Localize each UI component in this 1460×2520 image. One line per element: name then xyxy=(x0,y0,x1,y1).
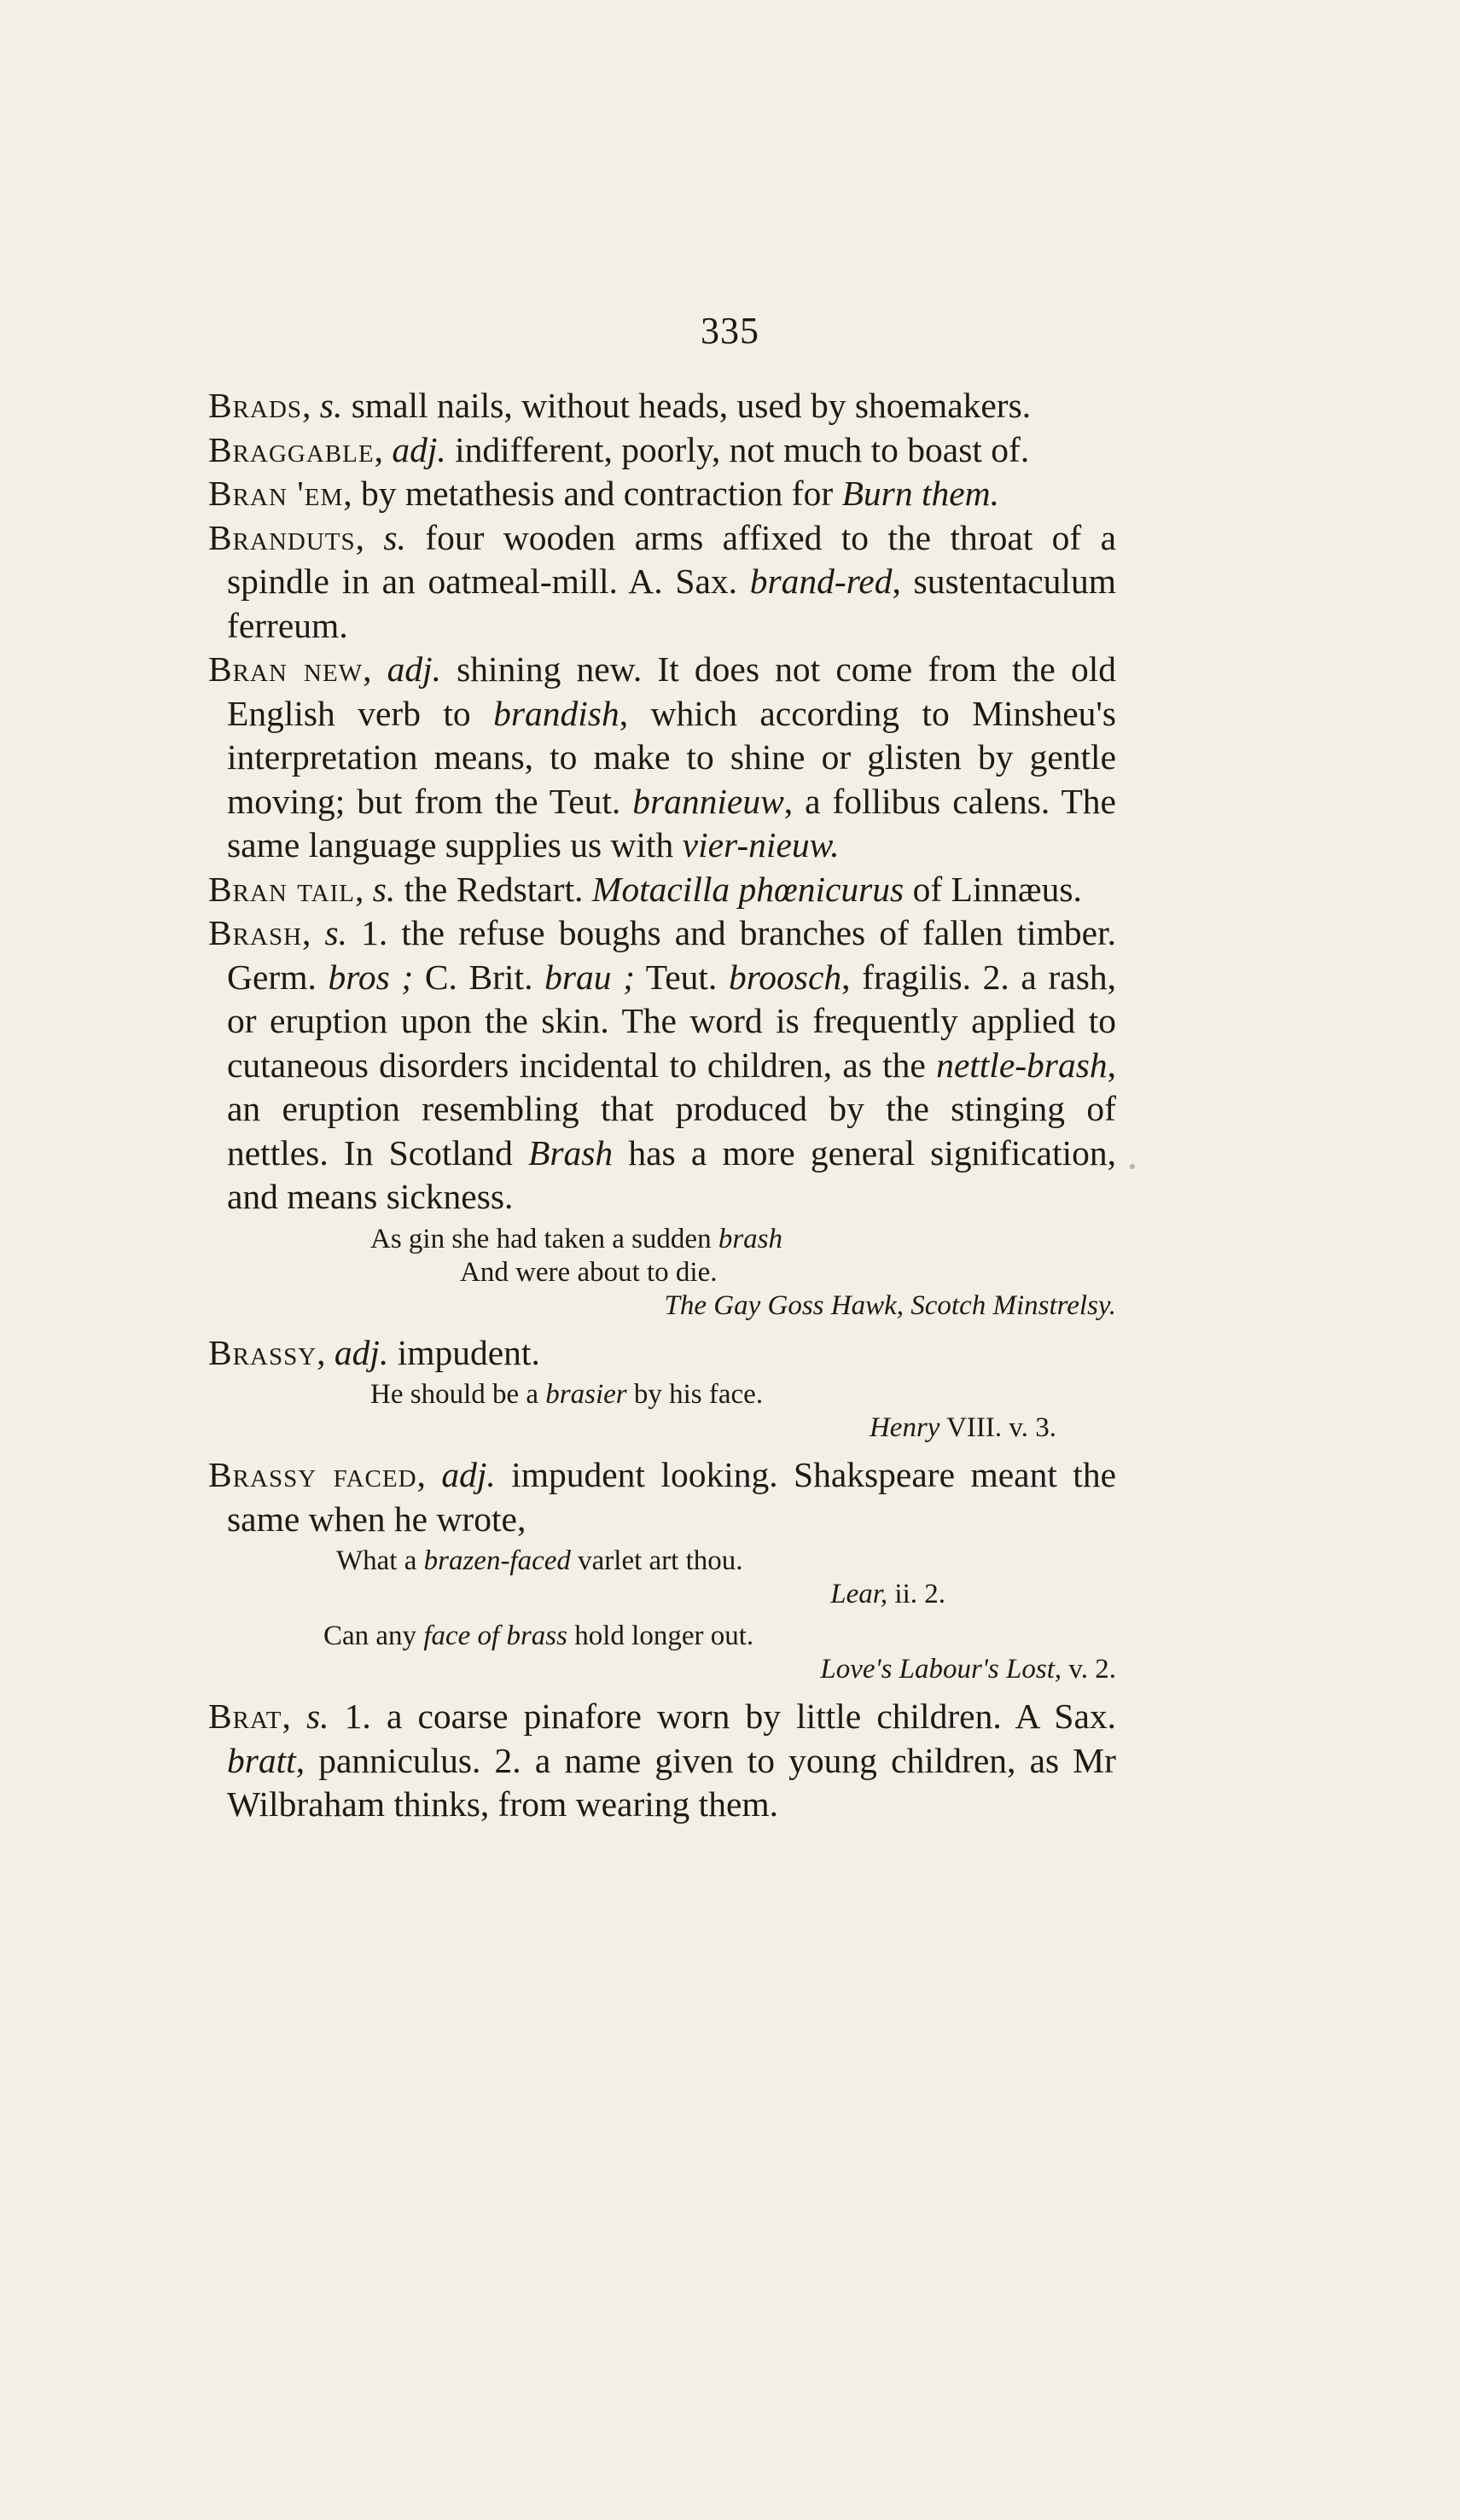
italic-text: brannieuw xyxy=(632,781,784,821)
italic-text: vier-nieuw. xyxy=(682,825,840,864)
body-text xyxy=(470,1621,477,1651)
quotation-source xyxy=(336,1578,1116,1611)
italic-text: adj. xyxy=(334,1332,389,1372)
body-text: Teut. xyxy=(634,957,729,997)
quotation-line xyxy=(336,1545,1116,1578)
dictionary-entry xyxy=(208,516,1116,649)
body-text: , an eruption resembling that produced by the stinging of nettles. In Scotland xyxy=(227,1045,1116,1173)
body-text: has a more general signification, and means sickness. xyxy=(227,1132,1116,1216)
italic-text: broosch xyxy=(728,957,842,997)
body-text: , fragilis. 2. a rash, or eruption upon the skin. The word is frequently applied to cutaneous disorders incidental to children, as the xyxy=(227,957,1116,1085)
body-text: As gin she had taken a sudden xyxy=(370,1223,718,1254)
italic-text: brau ; xyxy=(544,957,635,997)
body-text: impudent looking. Shakspeare meant the same when he wrote, xyxy=(227,1455,1116,1539)
italic-text: nettle-brash xyxy=(936,1045,1108,1085)
dictionary-entry xyxy=(208,911,1116,1219)
body-text: , sustentaculum ferreum. xyxy=(227,562,1116,645)
body-text: He should be a xyxy=(370,1379,546,1410)
quotation xyxy=(208,1545,1116,1611)
entry-headword: Brassy faced xyxy=(208,1455,417,1494)
body-text: What a xyxy=(336,1545,424,1576)
italic-text: Burn them. xyxy=(841,474,999,513)
dictionary-entry xyxy=(208,472,1116,516)
italic-text: brazen-faced xyxy=(423,1545,571,1576)
italic-text: s. xyxy=(319,386,343,425)
body-text: And were about to die. xyxy=(460,1256,718,1288)
body-text: VIII. v. 3. xyxy=(939,1412,1056,1443)
quotation xyxy=(208,1378,1116,1445)
body-text: indifferent, poorly, not much to boast of. xyxy=(445,429,1030,469)
entry-headword: Bran tail xyxy=(208,869,355,909)
quotation-source xyxy=(370,1411,1116,1445)
quotation-line xyxy=(370,1256,1116,1289)
body-text: , xyxy=(416,1455,442,1494)
body-text: four wooden arms affixed to the throat of a spindle in an oatmeal-mill. A. Sax. xyxy=(227,517,1116,601)
italic-text: s. xyxy=(372,869,396,909)
body-text: , xyxy=(302,386,320,425)
quotation-source xyxy=(323,1653,1116,1686)
body-text: hold longer out. xyxy=(567,1621,754,1651)
italic-text: bros ; xyxy=(328,957,414,997)
body-text: , xyxy=(317,1332,334,1372)
italic-text: Motacilla phœnicurus xyxy=(591,869,905,909)
italic-text: Brash xyxy=(528,1132,614,1173)
body-text: , xyxy=(355,869,373,909)
body-text: 1. a coarse pinafore worn by little children. A Sax. xyxy=(329,1696,1116,1736)
body-text: v. 2. xyxy=(1062,1654,1116,1685)
italic-text: Love's Labour's Lost, xyxy=(820,1654,1062,1685)
italic-text: brasier xyxy=(545,1379,627,1410)
body-text: , panniculus. 2. a name given to young children, as Mr Wilbraham thinks, from wearing them. xyxy=(227,1740,1116,1824)
italic-text: face xyxy=(423,1621,471,1651)
italic-text: Henry xyxy=(869,1412,940,1443)
quotation-source xyxy=(370,1289,1116,1323)
body-text: ii. 2. xyxy=(887,1579,945,1609)
body-text: of Linnæus. xyxy=(904,869,1082,909)
body-text: , a follibus calens. The same language supplies us with xyxy=(227,781,1116,864)
italic-text: adj. xyxy=(392,429,446,469)
entry-headword: Braggable xyxy=(208,429,375,469)
dictionary-entry xyxy=(208,1331,1116,1376)
body-text: the Redstart. xyxy=(395,869,592,909)
page-number: 335 xyxy=(701,310,759,352)
entry-headword: Branduts xyxy=(208,517,356,557)
body-text: small nails, without heads, used by shoemakers. xyxy=(342,386,1032,425)
dictionary-entry xyxy=(208,868,1116,912)
body-text: , which according to Minsheu's interpretation means, to make to shine or glisten by gentle moving; but from the Teut. xyxy=(227,693,1116,821)
body-text: 1. the refuse boughs and branches of fallen timber. Germ. xyxy=(227,913,1116,997)
body-text: , xyxy=(374,429,393,469)
body-text: C. Brit. xyxy=(413,957,545,997)
body-text: shining new. It does not come from the old English verb to xyxy=(227,649,1117,733)
italic-text: adj. xyxy=(387,649,441,689)
body-text: by his face. xyxy=(626,1379,764,1410)
italic-text: s. xyxy=(324,913,348,952)
body-text: Can any xyxy=(323,1621,424,1651)
quotation xyxy=(208,1620,1116,1686)
italic-text: of brass xyxy=(477,1621,567,1651)
italic-text: brash xyxy=(718,1223,783,1254)
quotation xyxy=(208,1223,1116,1323)
entry-headword: Bran new xyxy=(208,649,364,689)
body-text: , xyxy=(302,913,325,952)
body-text: varlet art thou. xyxy=(570,1545,743,1576)
dictionary-text xyxy=(208,384,1116,1827)
body-text: impudent. xyxy=(388,1332,540,1372)
italic-text: brand-red xyxy=(749,562,893,601)
quotation-line xyxy=(323,1620,1116,1653)
quotation-line xyxy=(370,1378,1116,1411)
entry-headword: Brat xyxy=(208,1696,282,1736)
body-text: , by metathesis and contraction for xyxy=(343,474,842,513)
dictionary-entry xyxy=(208,428,1116,473)
italic-text: s. xyxy=(306,1696,329,1736)
dictionary-entry xyxy=(208,648,1116,868)
body-text: , xyxy=(282,1696,306,1736)
italic-text: The Gay Goss Hawk, Scotch Minstrelsy. xyxy=(664,1289,1116,1321)
dictionary-entry xyxy=(208,1695,1116,1827)
italic-text: adj. xyxy=(441,1455,496,1494)
dictionary-entry xyxy=(208,384,1116,428)
italic-text: s. xyxy=(383,517,406,557)
entry-headword: Brads xyxy=(208,386,303,425)
quotation-line xyxy=(370,1223,1116,1256)
dictionary-entry xyxy=(208,1453,1116,1541)
body-text: , xyxy=(363,649,387,689)
body-text: , xyxy=(355,517,384,557)
page-speck xyxy=(1130,1164,1135,1169)
italic-text: Lear, xyxy=(830,1579,888,1609)
entry-headword: Brash xyxy=(208,913,303,952)
italic-text: brandish xyxy=(493,693,619,733)
entry-headword: Bran 'em xyxy=(208,474,344,513)
entry-headword: Brassy xyxy=(208,1332,317,1372)
italic-text: bratt xyxy=(227,1740,296,1780)
